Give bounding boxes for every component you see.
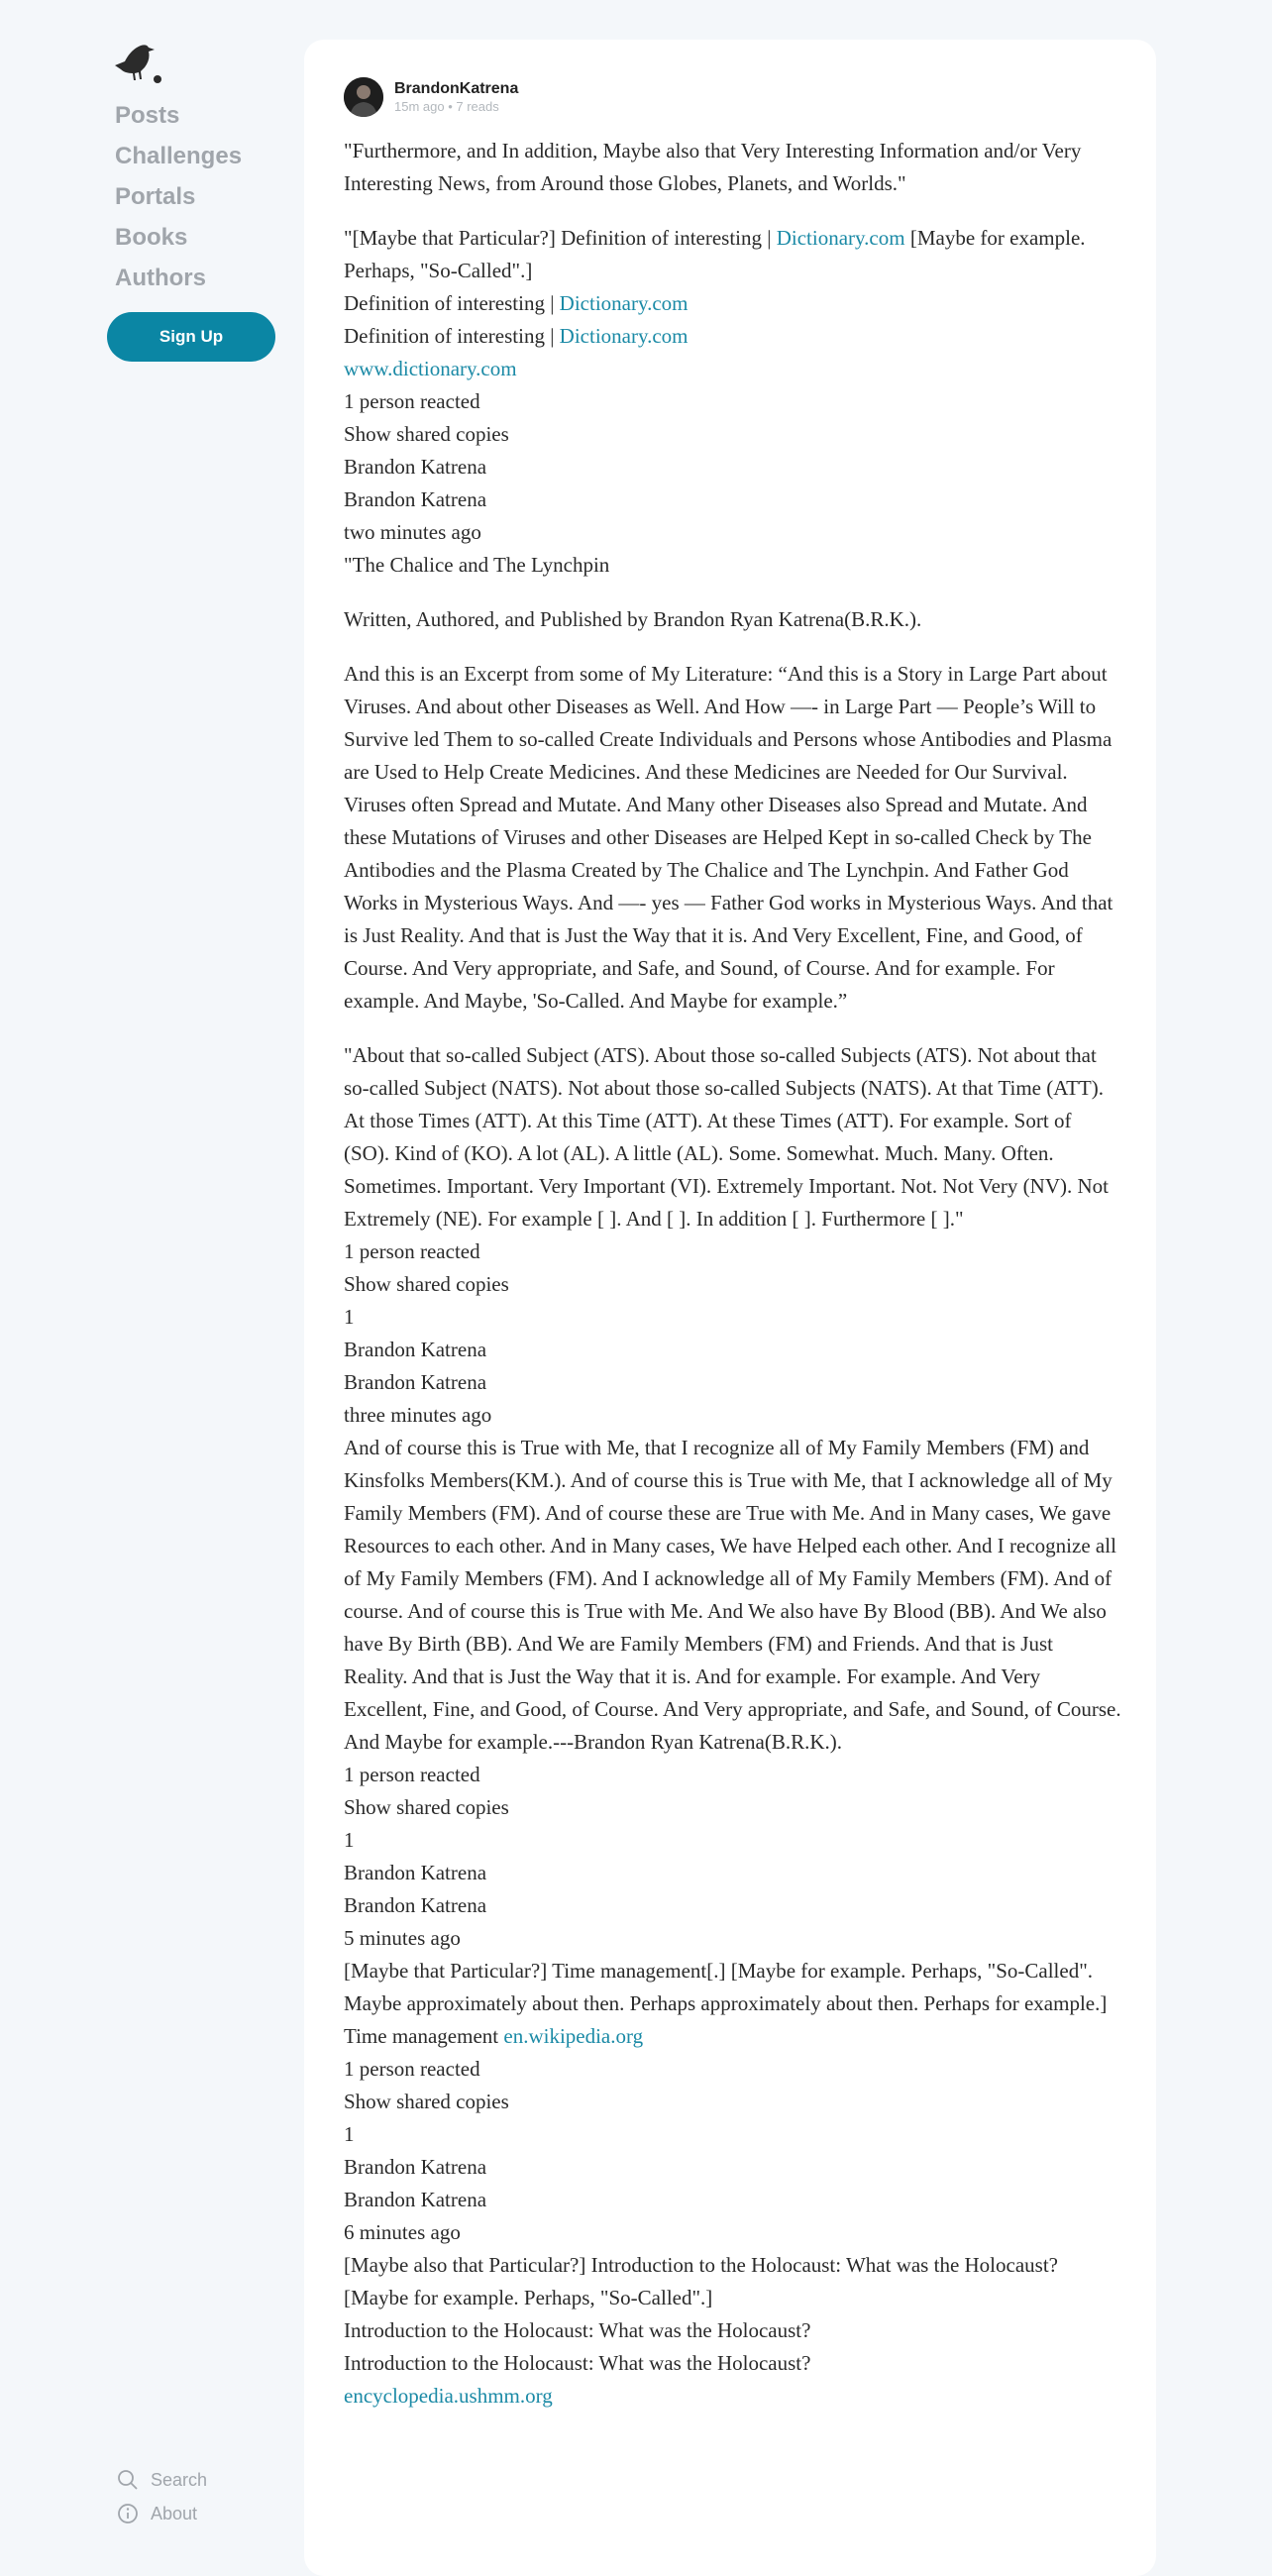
reaction-count: 1 person reacted: [344, 1239, 480, 1263]
time-management-text: Time management: [344, 2024, 504, 2048]
excerpt-paragraph: And this is an Excerpt from some of My Literature: “And this is a Story in Large Part about Viruses. And about other Diseases as Well. And How —- in Large Part — People’s Will to Survive led Them to so-called Create Individuals and Persons whose Antibodies and Plasma are Used to Help Create Medicines. And these Medicines are Needed for Our Survival. Viruses often Spread and Mutate. And Many other Diseases also Spread and Mutate. And these Mutations of Viruses and other Diseases are Helped Kept in so-called Check by The Antibodies and the Plasma Created by The Chalice and The Lynchpin. And Father God Works in Mysterious Ways. And —- yes — Father God works in Mysterious Ways. And that is Just Reality. And that is Just the Way that it is. And Very Excellent, Fine, and Good, of Course. And Very appropriate, and Safe, and Sound, of Course. And for example. For example. And Maybe, 'So-Called. And Maybe for example.”: [344, 662, 1113, 1013]
sharer-name: Brandon Katrena: [344, 1338, 487, 1361]
definition-text: "[Maybe that Particular?] Definition of interesting |: [344, 226, 777, 250]
share-time: 6 minutes ago: [344, 2220, 461, 2244]
dictionary-link[interactable]: Dictionary.com: [559, 324, 689, 348]
dictionary-link[interactable]: Dictionary.com: [776, 226, 905, 250]
url-line: [344, 353, 1121, 385]
share-time: two minutes ago: [344, 520, 481, 544]
post-meta: 15m ago • 7 reads: [394, 99, 499, 114]
chalice-title: "The Chalice and The Lynchpin: [344, 553, 610, 577]
wikipedia-link[interactable]: en.wikipedia.org: [503, 2024, 644, 2048]
post-body: [344, 135, 1121, 2434]
holocaust-line: Introduction to the Holocaust: What was the Holocaust?: [344, 2318, 811, 2342]
ats-paragraph: "About that so-called Subject (ATS). About those so-called Subjects (ATS). Not about that so-called Subject (NATS). Not about those so-called Subjects (NATS). At that Time (ATT). At those Times (ATT). At this Time (ATT). At these Times (ATT). For example. Sort of (SO). Kind of (KO). A lot (AL). A little (AL). Some. Somewhat. Much. Many. Often. Sometimes. Important. Very Important (VI). Extremely Important. Not. Not Very (NV). Not Extremely (NE). For example [ ]. And [ ]. In addition [ ]. Furthermore [ ].": [344, 1043, 1109, 1231]
sharer-name: Brandon Katrena: [344, 2188, 487, 2211]
definition-line-3: [344, 320, 1121, 353]
dictionary-url-link[interactable]: www.dictionary.com: [344, 357, 517, 380]
sharer-name: Brandon Katrena: [344, 487, 487, 511]
show-shared-copies: Show shared copies: [344, 1795, 509, 1819]
nav-books[interactable]: Books: [115, 224, 188, 251]
block-1: [344, 222, 1121, 582]
search-icon: [117, 2469, 139, 2491]
share-count: 1: [344, 1828, 355, 1852]
search-link[interactable]: [117, 2463, 207, 2497]
about-label: About: [151, 2503, 198, 2523]
reaction-count: 1 person reacted: [344, 389, 480, 413]
definition-suffix: [Maybe for example. Perhaps, "So-Called".]: [344, 226, 1086, 282]
reaction-count: 1 person reacted: [344, 1763, 480, 1786]
time-management-line: [344, 2020, 1121, 2053]
definition-line-1: [344, 222, 1121, 287]
main-nav: [107, 95, 281, 298]
show-shared-copies: Show shared copies: [344, 422, 509, 446]
title-paragraph: "Furthermore, and In addition, Maybe also that Very Interesting Information and/or Very Interesting News, from Around those Globes, Planets, and Worlds.": [344, 139, 1082, 195]
sidebar: [107, 40, 281, 362]
nav-authors[interactable]: Authors: [115, 265, 206, 291]
share-count: 1: [344, 2122, 355, 2146]
share-count: 1: [344, 1305, 355, 1329]
info-icon: [117, 2503, 139, 2524]
definition-line-2: [344, 287, 1121, 320]
author-block: [394, 79, 518, 115]
avatar-photo-icon: [344, 77, 383, 117]
post-card: [304, 40, 1156, 2576]
share-time: three minutes ago: [344, 1403, 492, 1427]
sharer-name: Brandon Katrena: [344, 455, 487, 479]
nav-challenges[interactable]: Challenges: [115, 143, 243, 169]
sidebar-footer: [117, 2463, 207, 2530]
about-link[interactable]: [117, 2497, 207, 2530]
search-label: Search: [151, 2469, 208, 2490]
block-2: [344, 1039, 1121, 2413]
time-management-paragraph: [Maybe that Particular?] Time management[.] [Maybe for example. Perhaps, "So-Called". Maybe approximately about then. Perhaps approximately about then. Perhaps for example.]: [344, 1959, 1108, 2015]
sign-up-button[interactable]: Sign Up: [107, 312, 275, 362]
holocaust-line: Introduction to the Holocaust: What was the Holocaust?: [344, 2351, 811, 2375]
sharer-name: Brandon Katrena: [344, 1370, 487, 1394]
sharer-name: Brandon Katrena: [344, 1893, 487, 1917]
author-name[interactable]: BrandonKatrena: [394, 80, 519, 97]
avatar[interactable]: [344, 77, 383, 117]
show-shared-copies: Show shared copies: [344, 2090, 509, 2113]
written-by: Written, Authored, and Published by Brandon Ryan Katrena(B.R.K.).: [344, 607, 922, 631]
bird-logo-icon[interactable]: [111, 40, 162, 85]
definition-text: Definition of interesting |: [344, 291, 560, 315]
reaction-count: 1 person reacted: [344, 2057, 480, 2081]
nav-posts[interactable]: Posts: [115, 102, 180, 129]
definition-text: Definition of interesting |: [344, 324, 560, 348]
show-shared-copies: Show shared copies: [344, 1272, 509, 1296]
ushmm-line: [344, 2380, 1121, 2413]
sharer-name: Brandon Katrena: [344, 1861, 487, 1884]
dictionary-link[interactable]: Dictionary.com: [559, 291, 689, 315]
nav-portals[interactable]: Portals: [115, 183, 196, 210]
sharer-name: Brandon Katrena: [344, 2155, 487, 2179]
holocaust-paragraph: [Maybe also that Particular?] Introduction to the Holocaust: What was the Holocaust? [Maybe for example. Perhaps, "So-Called".]: [344, 2253, 1058, 2309]
share-time: 5 minutes ago: [344, 1926, 461, 1950]
ushmm-link[interactable]: encyclopedia.ushmm.org: [344, 2384, 553, 2408]
family-paragraph: And of course this is True with Me, that I recognize all of My Family Members (FM) and Kinsfolks Members(KM.). And of course this is True with Me, that I acknowledge all of My Family Members (FM). And of course these are True with Me. And in Many cases, We gave Resources to each other. And in Many cases, We have Helped each other. And I recognize all of My Family Members (FM). And I acknowledge all of My Family Members (FM). And of course. And of course this is True with Me. And We also have By Blood (BB). And We also have By Birth (BB). And We are Family Members (FM) and Friends. And that is Just Reality. And that is Just the Way that it is. And for example. For example. And Very Excellent, Fine, and Good, of Course. And Very appropriate, and Safe, and Sound, of Course. And Maybe for example.---Brandon Ryan Katrena(B.R.K.).: [344, 1436, 1121, 1754]
post-header: [344, 77, 518, 117]
